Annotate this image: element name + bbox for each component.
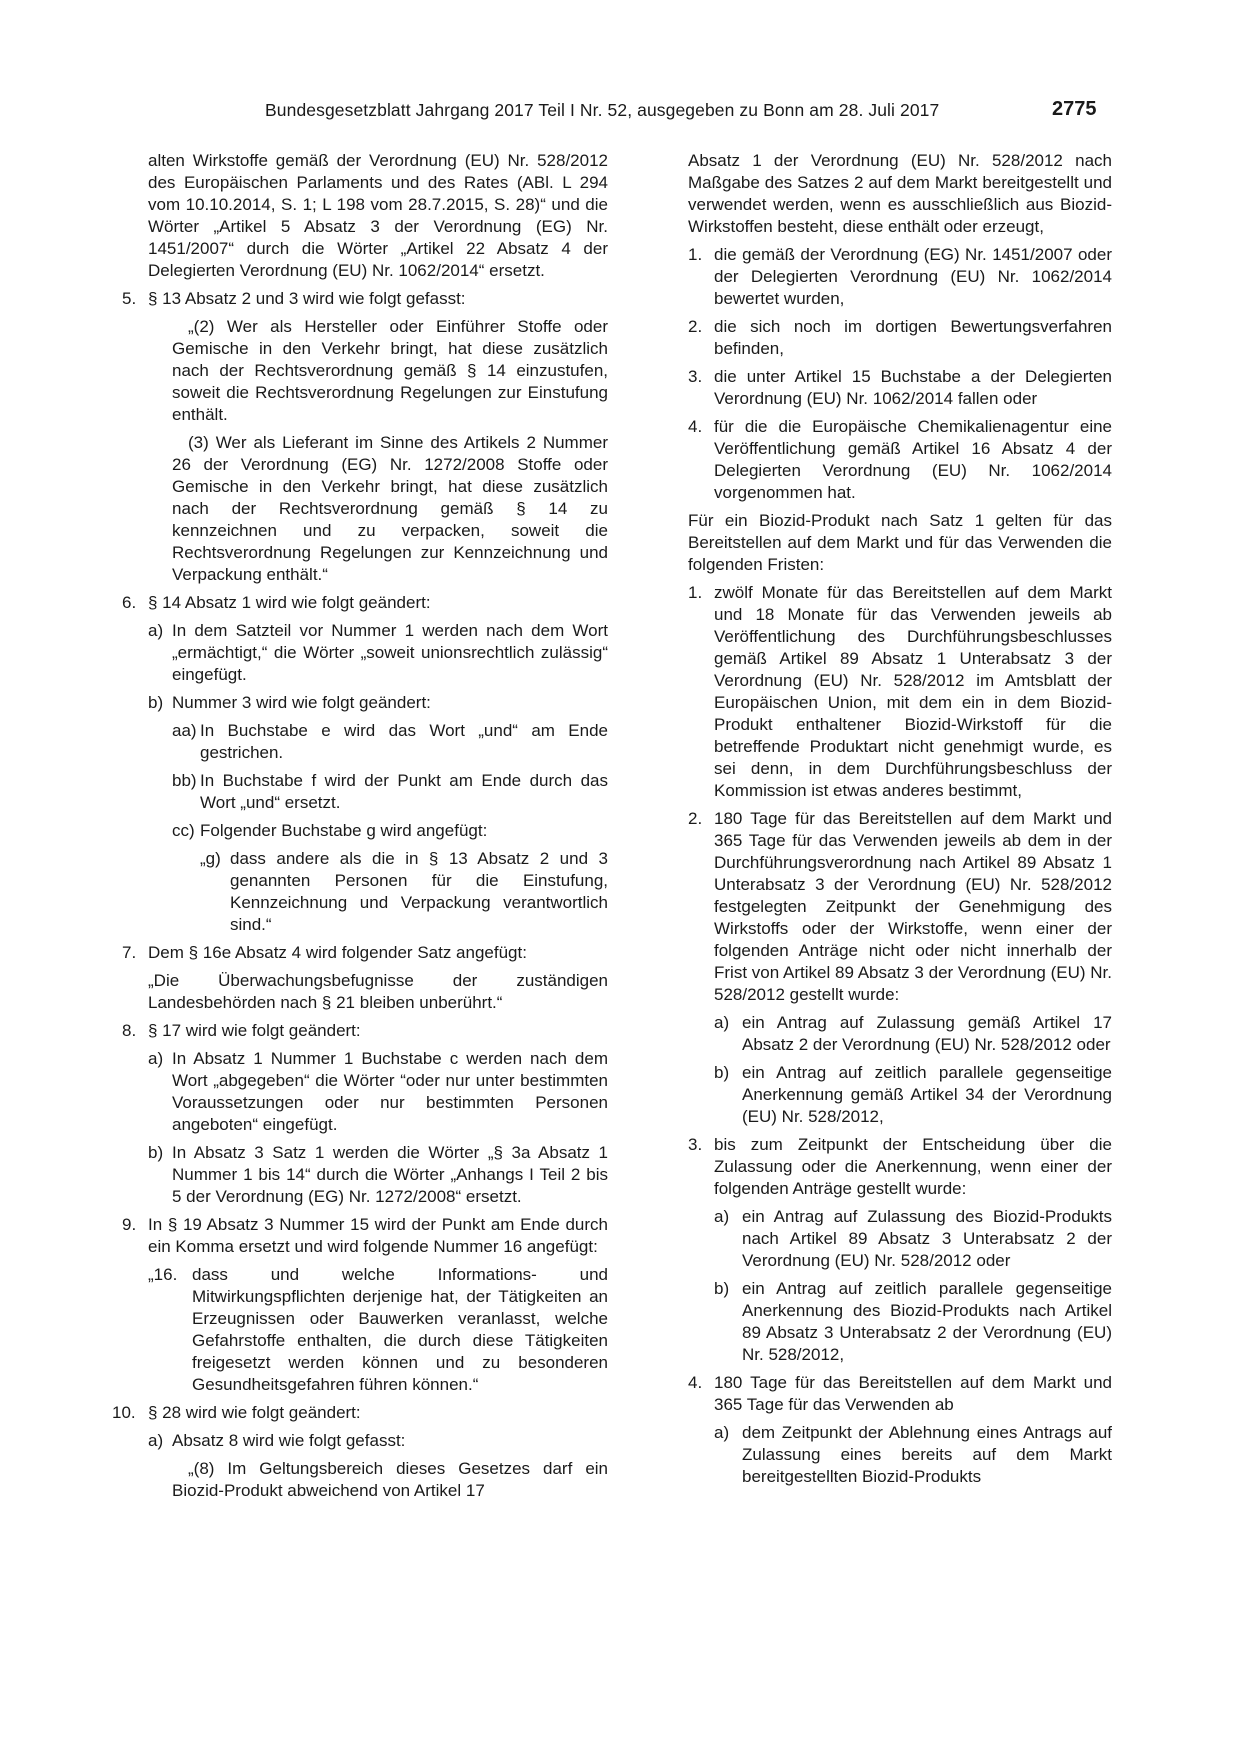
item-10: 10. § 28 wird wie folgt geändert: (112, 1403, 361, 1422)
item-10-a: a) Absatz 8 wird wie folgt gefasst: (148, 1431, 406, 1450)
item-6-b-aa: aa) In Buchstabe e wird das Wort „und“ am Ende gestrichen. (172, 721, 608, 762)
deadlines-paragraph: Für ein Biozid-Produkt nach Satz 1 gelten für das Bereitstellen auf dem Markt und für das Verwenden die folgenden Fristen: (688, 511, 1112, 574)
item-5-quote-2: „(2) Wer als Hersteller oder Einführer Stoffe oder Gemische in den Verkehr bringt, hat diese zusätzlich nach der Rechtsverordnung gemäß § 14 einzustufen, soweit die Rechtsverordnung Regelungen zur Einstufung enthält. (172, 317, 608, 424)
list-item: 1. die gemäß der Verordnung (EG) Nr. 1451/2007 oder der Delegierten Verordnung (EU) Nr. 1062/2014 bewertet wurden, (688, 245, 1112, 308)
page-header (0, 98, 1241, 128)
item-5-quote-3: (3) Wer als Lieferant im Sinne des Artikels 2 Nummer 26 der Verordnung (EG) Nr. 1272/2008 Stoffe oder Gemische in den Verkehr bringt, hat diese zusätzlich nach der Rechtsverordnung gemäß § 14 zu kennzeichnen und zu verpacken, soweit die Rechtsverordnung Regelungen zur Kennzeichnung und Verpackung enthält.“ (172, 433, 608, 584)
item-7: 7. Dem § 16e Absatz 4 wird folgender Satz angefügt: (122, 943, 527, 962)
item-8-b: b) In Absatz 3 Satz 1 werden die Wörter „§ 3a Absatz 1 Nummer 1 bis 14“ durch die Wörter „Anhangs I Teil 2 bis 5 der Verordnung (EG) Nr. 1272/2008“ ersetzt. (148, 1143, 608, 1206)
deadline-2-a: a) ein Antrag auf Zulassung gemäß Artikel 17 Absatz 2 der Verordnung (EU) Nr. 528/2012 oder (714, 1013, 1112, 1054)
item-10-a-quote: „(8) Im Geltungsbereich dieses Gesetzes darf ein Biozid-Produkt abweichend von Artikel 17 (172, 1459, 608, 1500)
item-6: 6. § 14 Absatz 1 wird wie folgt geändert: (122, 593, 431, 612)
item-7-quote: „Die Überwachungsbefugnisse der zuständigen Landesbehörden nach § 21 bleiben unberührt.“ (148, 971, 608, 1012)
gazette-title: Bundesgesetzblatt Jahrgang 2017 Teil I Nr. 52, ausgegeben zu Bonn am 28. Juli 2017 (265, 100, 940, 120)
item-9: 9. In § 19 Absatz 3 Nummer 15 wird der Punkt am Ende durch ein Komma ersetzt und wird folgende Nummer 16 angefügt: (122, 1215, 608, 1256)
item-8: 8. § 17 wird wie folgt geändert: (122, 1021, 361, 1040)
deadline-4: 4. 180 Tage für das Bereitstellen auf dem Markt und 365 Tage für das Verwenden ab (688, 1373, 1112, 1414)
continuation-paragraph-right: Absatz 1 der Verordnung (EU) Nr. 528/2012 nach Maßgabe des Satzes 2 auf dem Markt bereitgestellt und verwendet werden, wenn es ausschließlich aus Biozid-Wirkstoffen besteht, diese enthält oder erzeugt, (688, 151, 1112, 236)
item-8-a: a) In Absatz 1 Nummer 1 Buchstabe c werden nach dem Wort „abgegeben“ die Wörter “oder nur unter bestimmten Voraussetzungen oder nur bestimmten Personen angeboten“ eingefügt. (148, 1049, 608, 1134)
item-6-b-cc-g: „g) dass andere als die in § 13 Absatz 2 und 3 genannten Personen für die Einstufung, Kennzeichnung und Verpackung verantwortlich sind.“ (200, 849, 608, 934)
item-6-b-bb: bb) In Buchstabe f wird der Punkt am Ende durch das Wort „und“ ersetzt. (172, 771, 608, 812)
right-column (688, 150, 1112, 1494)
deadline-3-a: a) ein Antrag auf Zulassung des Biozid-Produkts nach Artikel 89 Absatz 3 Unterabsatz 2 der Verordnung (EU) Nr. 528/2012 oder (714, 1207, 1112, 1270)
deadline-1: 1. zwölf Monate für das Bereitstellen auf dem Markt und 18 Monate für das Verwenden jeweils ab Veröffentlichung des Durchführungsbeschlusses gemäß Artikel 89 Absatz 1 Unterabsatz 3 der Verordnung (EU) Nr. 528/2012 im Amtsblatt der Europäischen Union, mit dem ein in dem Biozid-Produkt enthaltener Biozid-Wirkstoff für die betreffende Produktart nicht genehmigt wurde, es sei denn, in dem Durchführungsbeschluss der Kommission ist etwas anderes bestimmt, (688, 583, 1112, 800)
item-5: 5. § 13 Absatz 2 und 3 wird wie folgt gefasst: (122, 289, 466, 308)
item-6-b: b) Nummer 3 wird wie folgt geändert: (148, 693, 431, 712)
deadline-2: 2. 180 Tage für das Bereitstellen auf dem Markt und 365 Tage für das Verwenden jeweils ab dem in der Durchführungsverordnung nach Artikel 89 Absatz 1 Unterabsatz 3 der Verordnung (EU) Nr. 528/2012 festgelegten Zeitpunkt der Genehmigung des Wirkstoffs oder der Wirkstoffe, wenn einer der folgenden Anträge nicht oder nicht innerhalb der Frist von Artikel 89 Absatz 3 der Verordnung (EU) Nr. 528/2012 gestellt wurde: (688, 809, 1112, 1004)
page-number: 2775 (1052, 98, 1097, 120)
deadline-3: 3. bis zum Zeitpunkt der Entscheidung über die Zulassung oder die Anerkennung, wenn einer der folgenden Anträge gestellt wurde: (688, 1135, 1112, 1198)
item-9-number-16: „16. dass und welche Informations- und Mitwirkungspflichten derjenige hat, der Tätigkeiten an Erzeugnissen oder Bauwerken veranlasst, welche Gefahrstoffe enthalten, die durch diese Tätigkeiten freigesetzt werden können und zu besonderen Gesundheitsgefahren führen können.“ (148, 1265, 608, 1394)
list-item: 4. für die die Europäische Chemikalienagentur eine Veröffentlichung gemäß Artikel 16 Absatz 4 der Delegierten Verordnung (EU) Nr. 1062/2014 vorgenommen hat. (688, 417, 1112, 502)
deadline-3-b: b) ein Antrag auf zeitlich parallele gegenseitige Anerkennung des Biozid-Produkts nach Artikel 89 Absatz 3 Unterabsatz 2 der Verordnung (EU) Nr. 528/2012, (714, 1279, 1112, 1364)
deadline-2-b: b) ein Antrag auf zeitlich parallele gegenseitige Anerkennung gemäß Artikel 34 der Verordnung (EU) Nr. 528/2012, (714, 1063, 1112, 1126)
list-item: 2. die sich noch im dortigen Bewertungsverfahren befinden, (688, 317, 1112, 358)
item-6-b-cc: cc) Folgender Buchstabe g wird angefügt: (172, 821, 488, 840)
item-6-a: a) In dem Satzteil vor Nummer 1 werden nach dem Wort „ermächtigt,“ die Wörter „soweit unionsrechtlich zulässig“ eingefügt. (148, 621, 608, 684)
left-column (112, 150, 608, 1508)
list-item: 3. die unter Artikel 15 Buchstabe a der Delegierten Verordnung (EU) Nr. 1062/2014 fallen oder (688, 367, 1112, 408)
deadline-4-a: a) dem Zeitpunkt der Ablehnung eines Antrags auf Zulassung eines bereits auf dem Markt bereitgestellten Biozid-Produkts (714, 1423, 1112, 1486)
continuation-paragraph: alten Wirkstoffe gemäß der Verordnung (EU) Nr. 528/2012 des Europäischen Parlaments und des Rates (ABl. L 294 vom 10.10.2014, S. 1; L 198 vom 28.7.2015, S. 28)“ und die Wörter „Artikel 5 Absatz 3 der Verordnung (EG) Nr. 1451/2007“ durch die Wörter „Artikel 22 Absatz 4 der Delegierten Verordnung (EU) Nr. 1062/2014“ ersetzt. (148, 151, 608, 280)
